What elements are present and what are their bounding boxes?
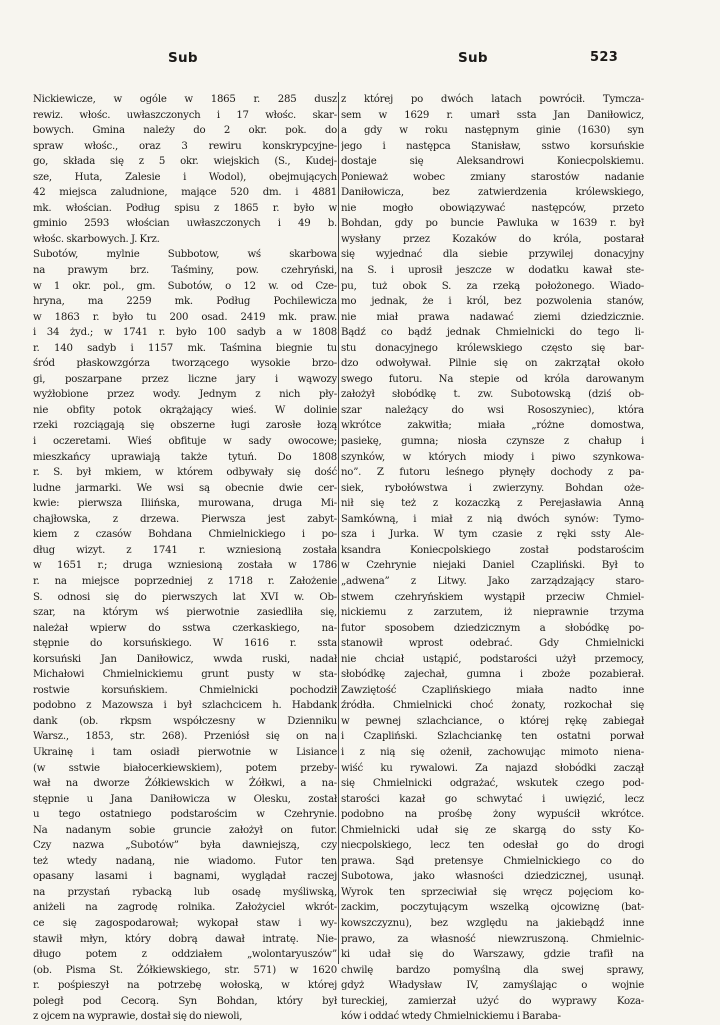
text-line: stępnie u Jana Daniłowicza w Olesku, został <box>33 793 337 805</box>
text-line: stanowił wprost odebrać. Gdy Chmielnicki <box>341 638 644 650</box>
text-line: się Chmielnicki odgrażać, wskutek czego pod- <box>341 778 644 790</box>
text-line: z ojcem na wyprawie, dostał się do niewoli, <box>33 1011 243 1023</box>
text-line: nickiemu z zarzutem, iż nieprawnie trzyma <box>341 607 644 619</box>
text-line: nie chciał ustąpić, podstarości użył przemocy, <box>341 653 644 665</box>
text-line: ludne jarmarki. We wsi są obecnie dwie cer- <box>33 482 337 494</box>
text-line: pu, tuż obok S. za rzeką położonego. Wiado- <box>341 280 644 292</box>
text-line: sem w 1629 r. umarł ssta Jan Daniłowicz, <box>341 109 644 121</box>
page-number: 523 <box>590 50 619 65</box>
text-line: Na nadanym sobie gruncie założył on futor. <box>33 824 337 836</box>
text-line: (ob. Pisma St. Żółkiewskiego, str. 571) w 1620 <box>33 964 337 976</box>
text-line: dług wizyt. z 1741 r. wzniesioną została <box>33 544 337 556</box>
text-line: jego i następca Stanisław, sstwo korsuńskie <box>341 140 644 152</box>
text-line: pasiekę, gumna; niosła czynsze z chałup i <box>341 436 644 448</box>
text-line: „adwena” z Litwy. Jako zarządzający staro- <box>341 575 644 587</box>
text-line: rostwie korsuńskiem. Chmielnicki pochodził <box>33 684 337 696</box>
text-line: się wyjednać dla siebie przywilej donacyjny <box>341 249 644 261</box>
text-line: niecpolskiego, lecz ten odesłał go do drogi <box>341 840 644 852</box>
text-line: słobódkę zajechał, gumna i zboże pozabierał. <box>341 669 644 681</box>
text-line: Bądź co bądź jednak Chmielnicki do tego li- <box>341 327 644 339</box>
text-line: włośc. skarbowych. J. Krz. <box>33 233 160 245</box>
text-line: w 1651 r.; druga wzniesioną została w 1786 <box>33 560 337 572</box>
text-line: ce się zagospodarował; wykopał staw i wy- <box>33 917 337 929</box>
text-line: spraw włośc., oraz 3 rewiru konskrypcyjne- <box>33 140 337 152</box>
text-line: gminio 2593 włościan uwłaszczonych i 49 b. <box>33 218 337 230</box>
text-line: Wyrok ten sprzeciwiał się wręcz pojęciom ko- <box>341 886 644 898</box>
text-line: siek, rybołówstwa i zwierzyny. Bohdan oże- <box>341 482 644 494</box>
text-line: stu donacyjnego królewskiego często się bar- <box>341 342 644 354</box>
text-line: sza i Jurka. W tym czasie z ręki ssty Ale- <box>341 529 644 541</box>
text-line: mk. włościan. Podług spisu z 1865 r. było w <box>33 202 337 214</box>
text-line: z której po dwóch latach powrócił. Tymcza- <box>341 94 644 105</box>
running-head-right: Sub <box>458 50 488 66</box>
text-line: kiem z czasów Bohdana Chmielnickiego i po- <box>33 529 337 541</box>
text-line: Ukrainę i tam osiadł pierwotnie w Lisiance <box>33 746 337 758</box>
text-line: w pewnej szlachciance, o której rękę zabiegał <box>341 715 644 727</box>
text-line: i 34 żyd.; w 1741 r. było 100 sadyb a w 1808 <box>33 327 337 339</box>
text-line: należał wpierw do sstwa czerkaskiego, na- <box>33 622 337 634</box>
text-line: chajłowska, z drzewa. Pierwsza jest zabyt- <box>33 513 337 525</box>
text-line: gi, poszarpane przez liczne jary i wąwozy <box>33 373 337 385</box>
text-line: Subotów, mylnie Subbotow, wś skarbowa <box>33 249 337 261</box>
text-line: bowych. Gmina należy do 2 okr. pok. do <box>33 125 337 137</box>
text-line: mieszkańcy uprawiają także tytuń. Do 1808 <box>33 451 337 463</box>
text-line: Zawziętość Czaplińskiego miała nadto inne <box>341 684 644 696</box>
text-line: na prawym brz. Taśminy, pow. czehryński, <box>33 265 337 277</box>
text-line: założył słobódkę t. zw. Subotowską (dziś ob- <box>341 389 644 401</box>
text-line: mo jednak, że i król, bez pozwolenia stanów, <box>341 296 644 308</box>
text-line: r. na miejsce poprzedniej z 1718 r. Założenie <box>33 575 337 587</box>
text-line: swego futoru. Na stepie od króla darowanym <box>341 373 644 385</box>
text-line: sze, Huta, Zalesie i Wodol), obejmujących <box>33 171 337 183</box>
text-line: opasany lasami i bagnami, wyglądał raczej <box>33 871 337 883</box>
text-line: śród płaskowzgórza tworzącego wysokie brzo- <box>33 358 337 370</box>
text-line: i z nią się ożenił, zachowując mimoto niena- <box>341 746 644 758</box>
text-line: Subotowa, jako własności dziedzicznej, usunął. <box>341 871 644 883</box>
text-line: Daniłowicza, bez zatwierdzenia królewskiego, <box>341 187 644 199</box>
text-line: dzo odwoływał. Pilnie się on zakrzątał około <box>341 358 644 370</box>
text-line: dostaje się Aleksandrowi Koniecpolskiemu. <box>341 156 644 168</box>
text-line: szar należący do wsi Rososzyniec), która <box>341 404 644 416</box>
text-line: aniżeli na zagrodę rolnika. Założyciel wkrót- <box>33 902 337 914</box>
text-line: szar, na którym wś pierwotnie zasiedliła się, <box>33 607 337 619</box>
text-line: podobno na prośbę żony wypuścił wkrótce. <box>341 809 644 821</box>
text-line: S. odnosi się do pierwszych lat XVI w. Ob- <box>33 591 337 603</box>
text-line: Nickiewicze, w ogóle w 1865 r. 285 dusz <box>33 94 337 105</box>
text-line: Michałowi Chmielnickiemu grunt pusty w sta- <box>33 669 337 681</box>
text-line: Warsz., 1853, str. 268). Przeniósł się on na <box>33 731 337 743</box>
text-line: podobno z Mazowsza i był szlachcicem h. Habdank <box>33 700 337 712</box>
text-line: w 1863 r. było tu 200 osad. 2419 mk. praw. <box>33 311 337 323</box>
text-line: 42 miejsca zaludnione, mające 520 dm. i 4881 <box>33 187 337 199</box>
text-line: kwie: pierwsza Iliińska, murowana, druga Mi- <box>33 498 337 510</box>
text-line: (w sstwie białocerkiewskiem), potem przeby- <box>33 762 337 774</box>
text-line: hryna, ma 2259 mk. Podług Pochilewicza <box>33 296 337 308</box>
text-line: wyżłobione przez wody. Jednym z nich pły- <box>33 389 337 401</box>
text-line: na S. i uprosił jeszcze w dodatku kawał ste- <box>341 265 644 277</box>
text-line: stępnie do korsuńskiego. W 1616 r. ssta <box>33 638 337 650</box>
text-line: nie obfity potok okrążający wieś. W dolinie <box>33 404 337 416</box>
text-line: źródła. Chmielnicki choć żonaty, rozkochał się <box>341 700 644 712</box>
text-line: i Czapliński. Szlachciankę ten ostatni porwał <box>341 731 644 743</box>
text-line: wkrótce zakwitła; miała „różne domostwa, <box>341 420 644 432</box>
running-head-left: Sub <box>168 50 198 66</box>
text-line: wał na dworze Żółkiewskich w Żółkwi, a na- <box>33 778 337 790</box>
text-line: ki udał się do Warszawy, gdzie trafił na <box>341 949 644 961</box>
text-line: prawa. Sąd pretensye Chmielnickiego co do <box>341 855 644 867</box>
text-line: no”. Z futoru leśnego płynęły dochody z pa- <box>341 467 644 479</box>
text-line: nie miał prawa nadawać ziemi dziedzicznie. <box>341 311 644 323</box>
page-header <box>0 50 720 74</box>
right-text-column <box>341 92 644 1025</box>
text-line: poległ pod Cecorą. Syn Bohdan, który był <box>33 995 337 1007</box>
text-line: Ponieważ wobec zmiany starostów nadanie <box>341 171 644 183</box>
left-text-column <box>33 92 337 1025</box>
text-line: r. S. był mkiem, w którem odbywały się dość <box>33 467 337 479</box>
text-line: rzeki rozciągają się obszerne ługi zarosłe łozą <box>33 420 337 432</box>
text-line: nił się też z kozaczką z Perejasławia Anną <box>341 498 644 510</box>
text-line: nie mogło obowiązywać następców, przeto <box>341 202 644 214</box>
text-line: stawił młyn, który dobrą dawał intratę. Nie- <box>33 933 337 945</box>
text-line: kowszczyznu), bez względu na jakiebądź inne <box>341 917 644 929</box>
text-line: w 1 okr. pol., gm. Subotów, o 12 w. od Cze- <box>33 280 337 292</box>
text-line: dank (ob. rkpsm współczesny w Dzienniku <box>33 715 337 727</box>
text-line: zackim, poczytującym wszelką ojcowiznę (bat- <box>341 902 644 914</box>
text-line: w Czehrynie niejaki Daniel Czapliński. Był to <box>341 560 644 572</box>
text-line: prawo, za własność niewzruszoną. Chmielnic- <box>341 933 644 945</box>
text-line: na przystań rybacką lub osadę myśliwską, <box>33 886 337 898</box>
text-line: Bohdan, gdy po buncie Pawluka w 1639 r. był <box>341 218 644 230</box>
text-line: Chmielnicki udał się ze skargą do ssty Ko- <box>341 824 644 836</box>
text-line: szynków, w których miody i piwo szynkowa- <box>341 451 644 463</box>
text-line: długo potem z oddziałem „wolontaryuszów” <box>33 949 337 961</box>
text-line: ksandra Koniecpolskiego został podstarościm <box>341 544 644 556</box>
text-line: r. pośpieszył na potrzebę wołoską, w której <box>33 980 337 992</box>
text-line: ków i oddać wtedy Chmielnickiemu i Baraba- <box>341 1011 561 1023</box>
text-line: r. 140 sadyb i 1157 mk. Taśmina biegnie tu <box>33 342 337 354</box>
text-line: Czy nazwa „Subotów” była dawniejszą, czy <box>33 840 337 852</box>
text-line: też wtedy nadaną, nie wiadomo. Futor ten <box>33 855 337 867</box>
text-line: starości kazał go schwytać i uwięzić, lecz <box>341 793 644 805</box>
text-line: korsuński Jan Daniłowicz, wwda ruski, nadał <box>33 653 337 665</box>
text-line: futor sposobem dziedzicznym a słobódkę po- <box>341 622 644 634</box>
text-line: u tego ostatniego podstarościm w Czehrynie. <box>33 809 337 821</box>
text-line: wysłany przez Kozaków do króla, postarał <box>341 233 644 245</box>
text-line: chwilę bardzo pomyślną dla swej sprawy, <box>341 964 644 976</box>
text-line: stwem czehryńskiem wystąpił przeciw Chmiel- <box>341 591 644 603</box>
text-line: rewiz. włośc. uwłaszczonych i 17 włośc. skar- <box>33 109 337 121</box>
text-line: tureckiej, zamierzał użyć do wyprawy Koza- <box>341 995 644 1007</box>
text-line: a gdy w roku następnym ginie (1630) syn <box>341 125 644 137</box>
text-line: i oczeretami. Wieś obfituje w sady owocowe; <box>33 436 337 448</box>
text-line: go, składa się z 5 okr. wiejskich (S., Kudej- <box>33 156 337 168</box>
text-line: wiść ku rywalowi. Za najazd słobódki zaczął <box>341 762 644 774</box>
text-line: gdyż Władysław IV, zamyślając o wojnie <box>341 980 644 992</box>
column-divider <box>338 92 339 964</box>
text-line: Samkówną, i miał z nią dwóch synów: Tymo- <box>341 513 644 525</box>
